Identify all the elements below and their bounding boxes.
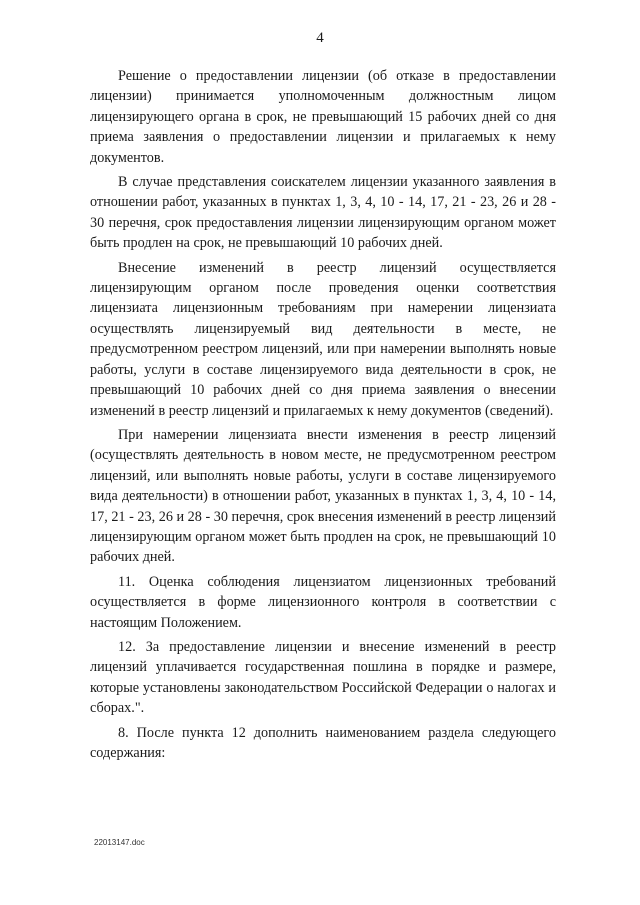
paragraph-item-8: 8. После пункта 12 дополнить наименованием раздела следующего содержания: — [90, 724, 556, 761]
page-number: 4 — [316, 30, 324, 46]
paragraph-item-12: 12. За предоставление лицензии и внесение изменений в реестр лицензий уплачивается государственная пошлина в порядке и размере, которые установлены законодательством Российской Федерации о налогах и сборах.". — [90, 638, 556, 717]
paragraph-registry-changes-extension: При намерении лицензиата внести изменения в реестр лицензий (осуществлять деятельность в новом месте, не предусмотренном реестром лицензий, или выполнять новые работы, услуги в составе лицензируемого вида деятельности) в отношении работ, указанных в пунктах 1, 3, 4, 10 - 14, 17, 21 - 23, 26 и 28 - 30 перечня, срок внесения изменений в реестр лицензий лицензирующим органом может быть продлен на срок, не превышающий 10 рабочих дней. — [90, 426, 556, 566]
paragraph-license-decision: Решение о предоставлении лицензии (об отказе в предоставлении лицензии) принимается уполномоченным должностным лицом лицензирующего органа в срок, не превышающий 15 рабочих дней со дня приема заявления о предоставлении лицензии и прилагаемых к нему документов. — [90, 68, 556, 166]
document-filename: 22013147.doc — [94, 838, 145, 847]
document-body — [90, 66, 556, 767]
paragraph-extension-period: В случае представления соискателем лицензии указанного заявления в отношении работ, указанных в пунктах 1, 3, 4, 10 - 14, 17, 21 - 23, 26 и 28 - 30 перечня, срок предоставления лицензии лицензирующим органом может быть продлен на срок, не превышающий 10 рабочих дней. — [90, 174, 556, 252]
paragraph-registry-changes: Внесение изменений в реестр лицензий осуществляется лицензирующим органом после проведения оценки соответствия лицензиата лицензионным требованиям при намерении лицензиата осуществлять лицензируемый вид деятельности в месте, не предусмотренном реестром лицензий, или при намерении выполнять новые работы, услуги в составе лицензируемого вида деятельности в срок, не превышающий 10 рабочих дней со дня приема заявления о внесении изменений в реестр лицензий и прилагаемых к нему документов (сведений). — [90, 259, 556, 419]
paragraph-item-11: 11. Оценка соблюдения лицензиатом лицензионных требований осуществляется в форме лицензионного контроля в соответствии с настоящим Положением. — [90, 573, 556, 631]
